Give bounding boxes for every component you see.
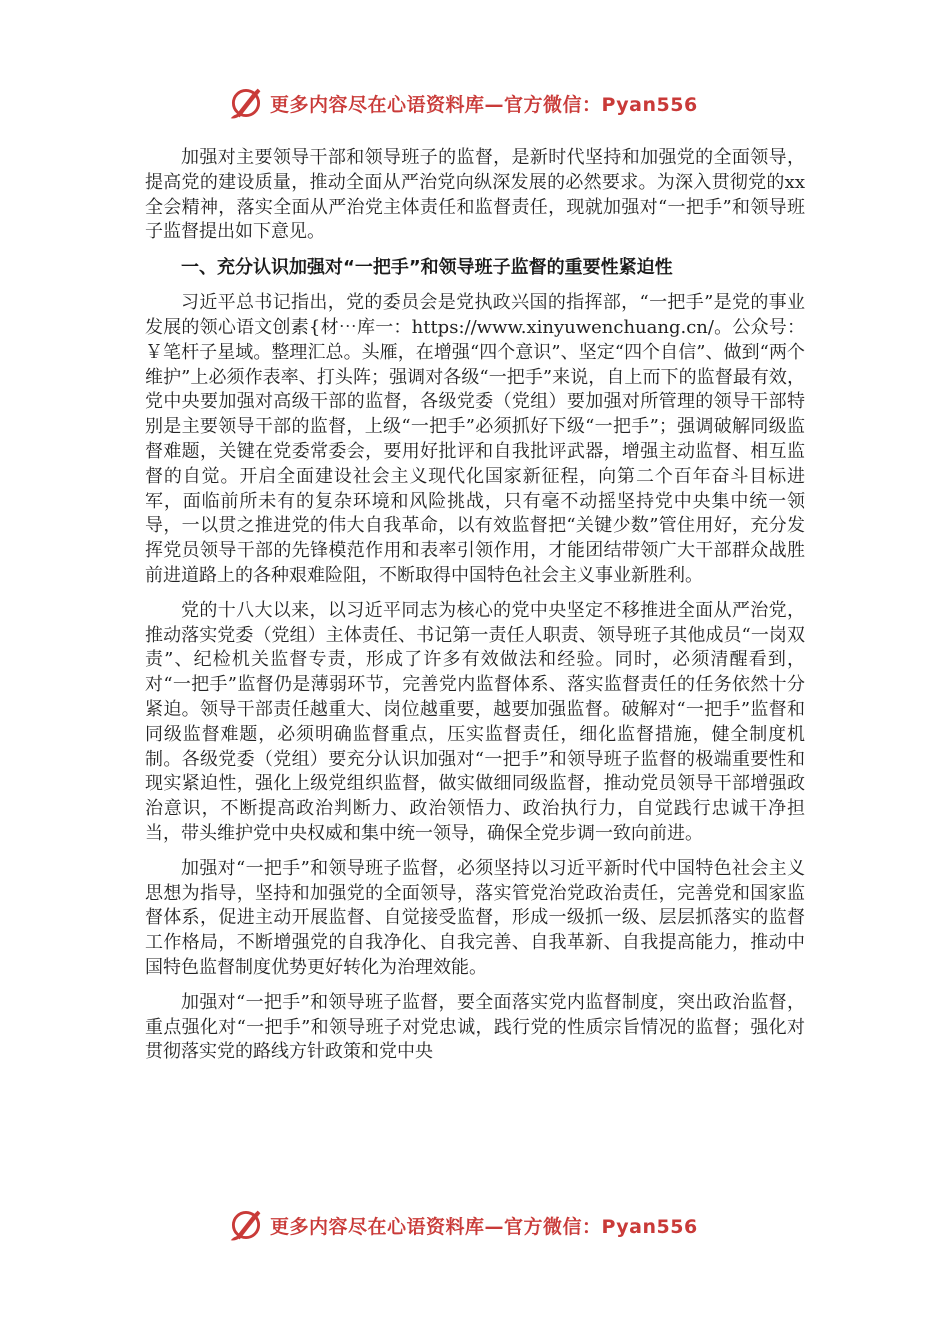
section-heading: 一、充分认识加强对“一把手”和领导班子监督的重要性紧迫性 [181, 257, 673, 279]
watermark-banner-text: 更多内容尽在心语资料库—官方微信：Pyan556 [270, 1215, 698, 1238]
document-body [145, 146, 805, 1075]
pen-circle-logo-icon [228, 85, 264, 121]
body-paragraph-1: 习近平总书记指出，党的委员会是党执政兴国的指挥部，“一把手”是党的事业发展的领心语文创素{材⋯库一：https://www.xinyuwenchuang.cn/。公众号：￥笔杆子星域。整理汇总。头雁，在增强“四个意识”、坚定“四个自信”、做到“两个维护”上必须作表率、打头阵；强调对各级“一把手”来说，自上而下的监督最有效，党中央要加强对高级干部的监督，各级党委（党组）要加强对所管理的领导干部特别是主要领导干部的监督，上级“一把手”必须抓好下级“一把手”；强调破解同级监督难题，关键在党委常委会，要用好批评和自我批评武器，增强主动监督、相互监督的自觉。开启全面建设社会主义现代化国家新征程，向第二个百年奋斗目标进军，面临前所未有的复杂环境和风险挑战，只有毫不动摇坚持党中央集中统一领导，一以贯之推进党的伟大自我革命，以有效监督把“关键少数”管住用好，充分发挥党员领导干部的先锋模范作用和表率引领作用，才能团结带领广大干部群众战胜前进道路上的各种艰难险阻，不断取得中国特色社会主义事业新胜利。 [145, 292, 805, 586]
footer-banner [228, 1205, 698, 1245]
body-paragraph-2: 党的十八大以来，以习近平同志为核心的党中央坚定不移推进全面从严治党，推动落实党委（党组）主体责任、书记第一责任人职责、领导班子其他成员“一岗双责”、纪检机关监督专责，形成了许多有效做法和经验。同时，必须清醒看到，对“一把手”监督仍是薄弱环节，完善党内监督体系、落实监督责任的任务依然十分紧迫。领导干部责任越重大、岗位越重要，越要加强监督。破解对“一把手”监督和同级监督难题，必须明确监督重点，压实监督责任，细化监督措施，健全制度机制。各级党委（党组）要充分认识加强对“一把手”和领导班子监督的极端重要性和现实紧迫性，强化上级党组织监督，做实做细同级监督，推动党员领导干部增强政治意识，不断提高政治判断力、政治领悟力、政治执行力，自觉践行忠诚干净担当，带头维护党中央权威和集中统一领导，确保全党步调一致向前进。 [145, 599, 805, 844]
pen-circle-logo-icon [228, 1207, 264, 1243]
header-banner [228, 83, 698, 123]
watermark-banner-text: 更多内容尽在心语资料库—官方微信：Pyan556 [270, 93, 698, 116]
body-paragraph-3: 加强对“一把手”和领导班子监督，必须坚持以习近平新时代中国特色社会主义思想为指导，坚持和加强党的全面领导，落实管党治党政治责任，完善党和国家监督体系，促进主动开展监督、自觉接受监督，形成一级抓一级、层层抓落实的监督工作格局，不断增强党的自我净化、自我完善、自我革新、自我提高能力，推动中国特色监督制度优势更好转化为治理效能。 [145, 857, 805, 978]
intro-paragraph: 加强对主要领导干部和领导班子的监督，是新时代坚持和加强党的全面领导，提高党的建设质量，推动全面从严治党向纵深发展的必然要求。为深入贯彻党的xx全会精神，落实全面从严治党主体责任和监督责任，现就加强对“一把手”和领导班子监督提出如下意见。 [145, 147, 805, 243]
body-paragraph-4: 加强对“一把手”和领导班子监督，要全面落实党内监督制度，突出政治监督，重点强化对“一把手”和领导班子对党忠诚，践行党的性质宗旨情况的监督；强化对贯彻落实党的路线方针政策和党中央 [145, 991, 805, 1063]
